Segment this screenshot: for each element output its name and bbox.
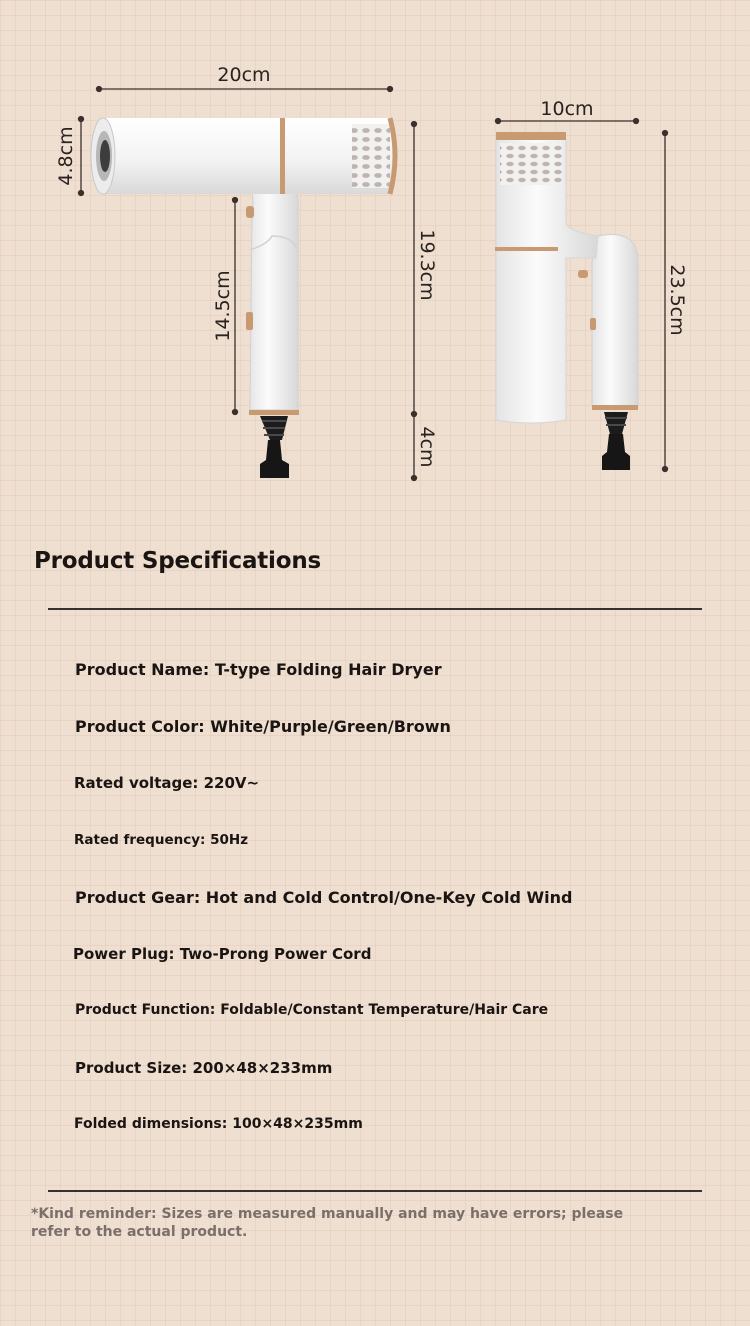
specs-title: Product Specifications — [34, 548, 322, 574]
specs-bottom-divider — [48, 1190, 702, 1192]
spec-folded-dimensions: Folded dimensions: 100×48×235mm — [74, 1116, 363, 1132]
dim-label-width: 20cm — [217, 64, 271, 86]
spec-rated-frequency: Rated frequency: 50Hz — [74, 832, 249, 848]
t-dryer-cord — [260, 416, 289, 478]
spec-product-name: Product Name: T-type Folding Hair Dryer — [75, 660, 442, 679]
spec-power-plug: Power Plug: Two-Prong Power Cord — [73, 945, 372, 963]
spec-product-size: Product Size: 200×48×233mm — [75, 1059, 333, 1077]
spec-product-color: Product Color: White/Purple/Green/Brown — [75, 717, 451, 736]
kind-reminder-note: *Kind reminder: Sizes are measured manually and may have errors; please refer to the actual product. — [31, 1206, 624, 1240]
dim-label-folded-height: 23.5cm — [666, 264, 688, 336]
folded-dryer-illustration — [495, 132, 638, 470]
product-dimension-figure — [0, 0, 750, 520]
spec-rated-voltage: Rated voltage: 220V~ — [74, 774, 260, 792]
dim-label-diameter: 4.8cm — [55, 126, 77, 186]
specs-top-divider — [48, 608, 702, 610]
dim-label-folded-width: 10cm — [540, 98, 594, 120]
t-dryer-illustration — [91, 118, 395, 478]
spec-product-gear: Product Gear: Hot and Cold Control/One-Key Cold Wind — [75, 888, 573, 907]
dim-label-height: 19.3cm — [416, 229, 438, 301]
folded-dryer-cord — [602, 412, 630, 470]
dim-label-handle: 14.5cm — [212, 270, 234, 342]
spec-product-function: Product Function: Foldable/Constant Temperature/Hair Care — [75, 1002, 549, 1018]
dim-label-plug: 4cm — [416, 426, 438, 468]
